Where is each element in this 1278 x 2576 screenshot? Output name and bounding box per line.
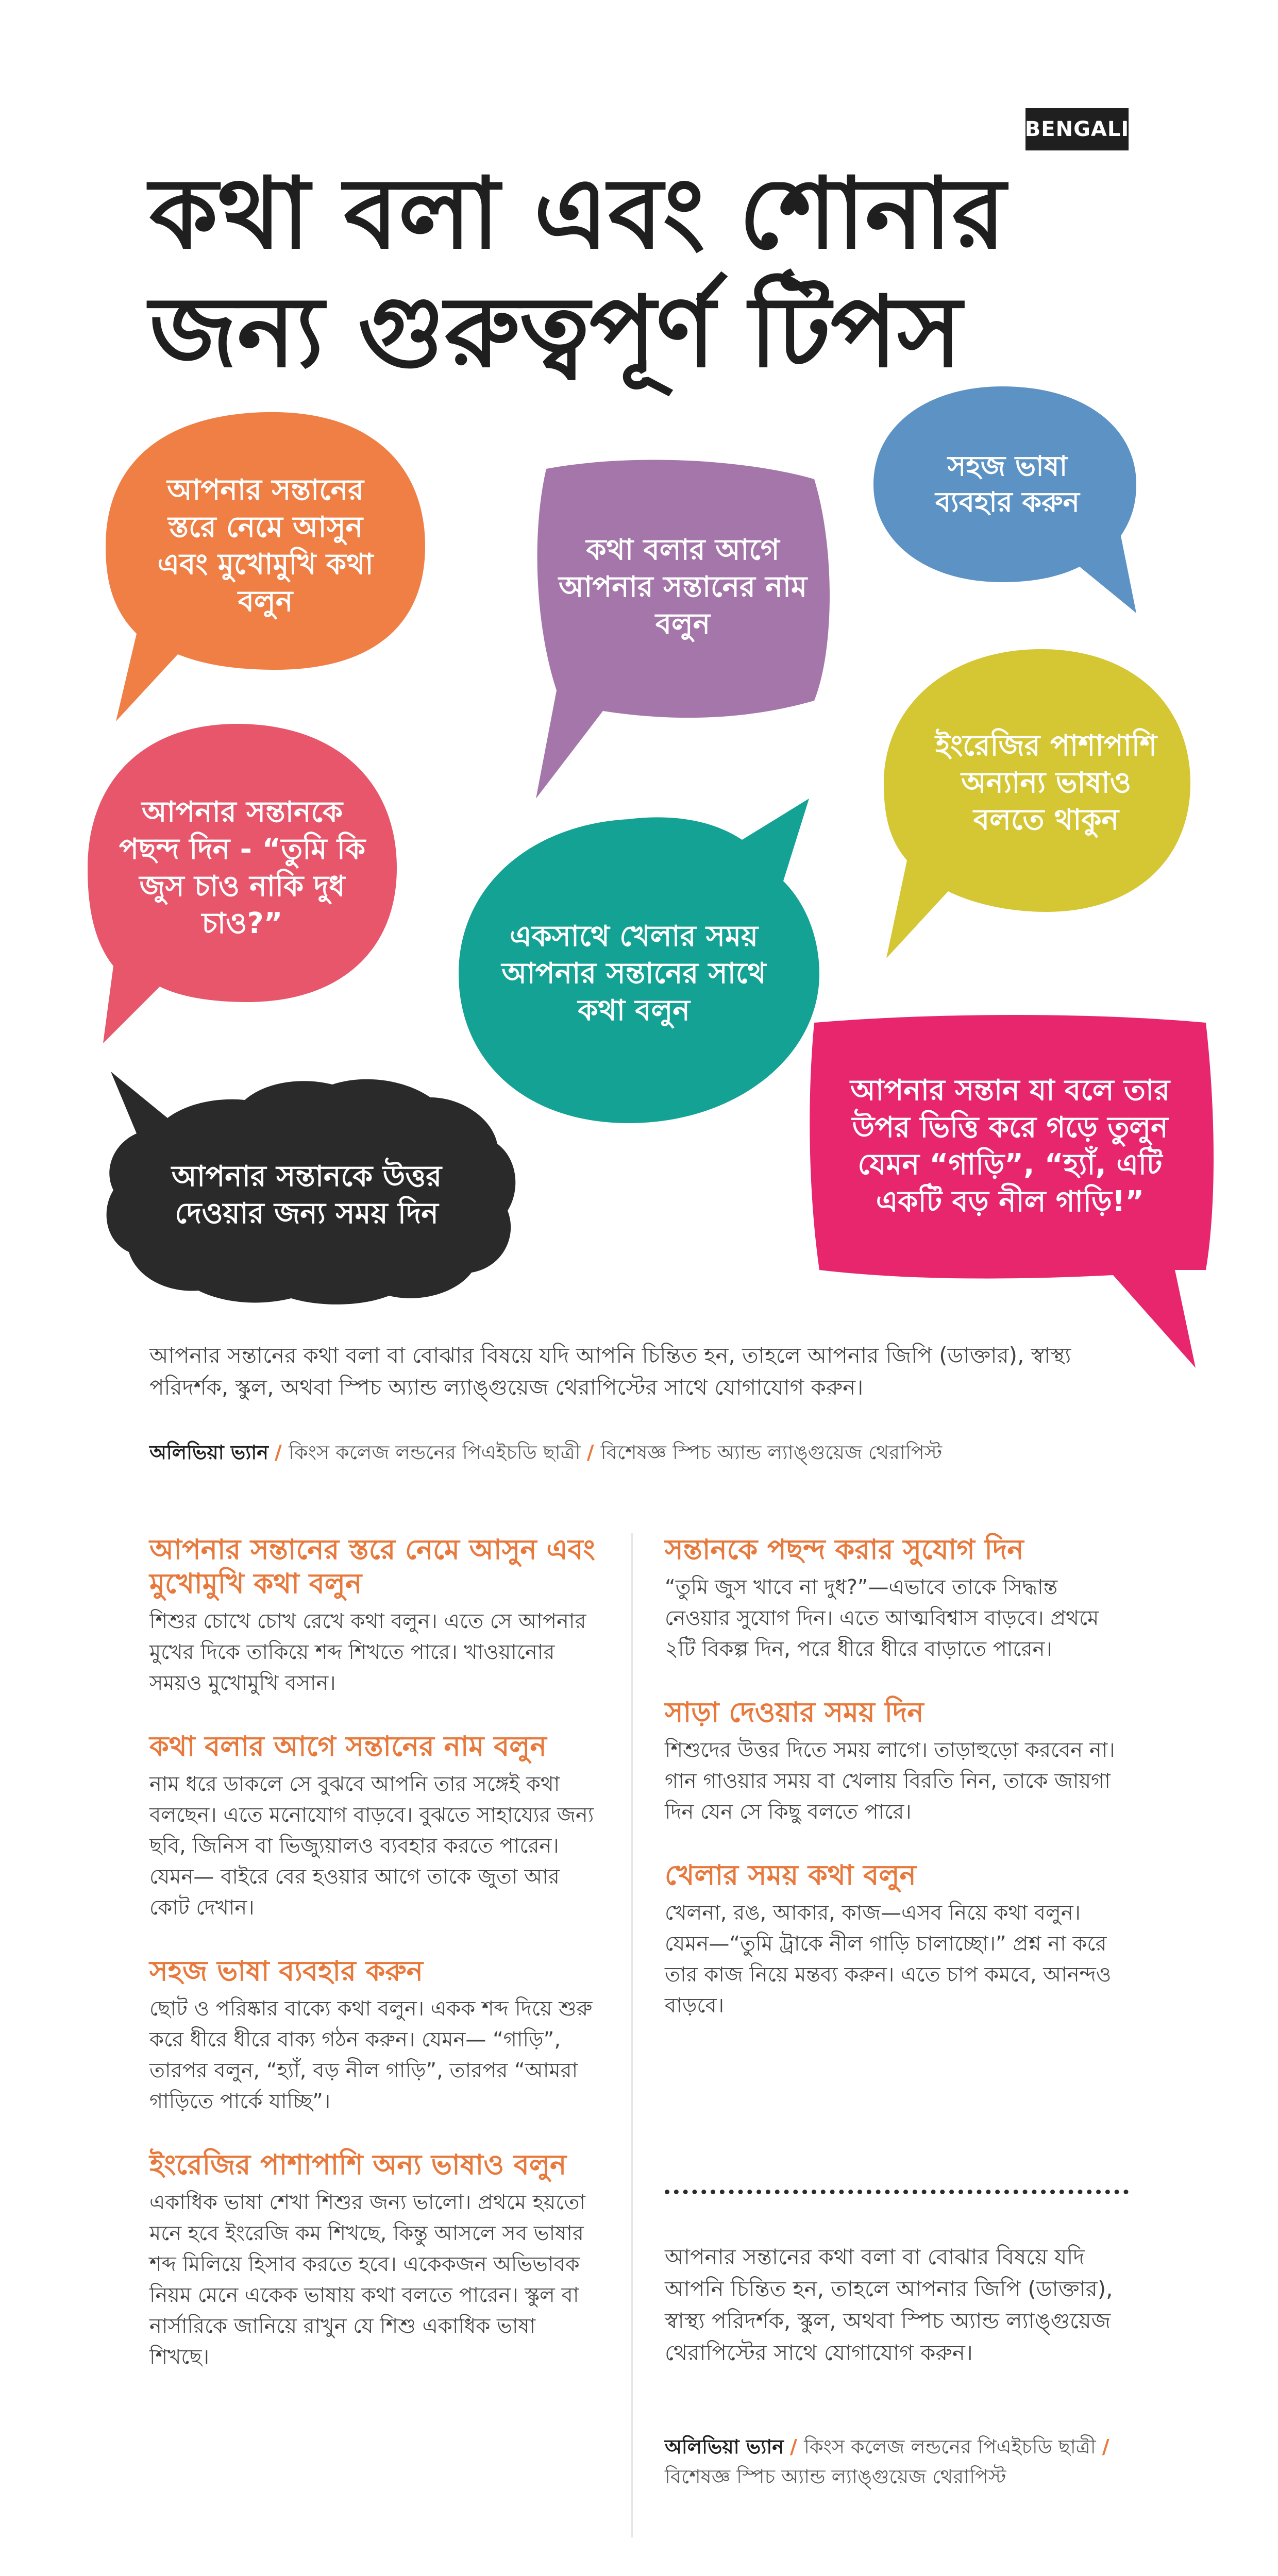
- bubble-text: কথা বলার আগে আপনার সন্তানের নাম বলুন: [558, 533, 808, 641]
- tip-bubble-give-time: [90, 1061, 523, 1309]
- tip-heading: সন্তানকে পছন্দ করার সুযোগ দিন: [665, 1533, 1024, 1566]
- tips-column-right: [665, 1533, 1129, 2052]
- tip-heading: ইংরেজির পাশাপাশি অন্য ভাষাও বলুন: [149, 2148, 567, 2181]
- author-name: অলিভিয়া ভ্যান: [149, 1441, 268, 1464]
- column-divider: [631, 1533, 633, 2537]
- tip-section: [149, 1730, 598, 1923]
- author-name: অলিভিয়া ভ্যান: [665, 2435, 784, 2458]
- tip-bubble-face-to-face: [100, 407, 430, 726]
- tip-bubble-give-choices: [82, 719, 402, 1048]
- page-title: কথা বলা এবং শোনার জন্য গুরুত্বপূর্ণ টিপস: [149, 157, 1006, 389]
- tip-body: শিশুর চোখে চোখ রেখে কথা বলুন। এতে সে আপনার মুখের দিকে তাকিয়ে শব্দ শিখতে পারে। খাওয়ানোর সময়ও মুখোমুখি বসান।: [149, 1609, 586, 1695]
- tip-body: ছোট ও পরিষ্কার বাক্যে কথা বলুন। একক শব্দ দিয়ে শুরু করে ধীরে ধীরে বাক্য গঠন করুন। যেমন— “গাড়ি”, তারপর বলুন, “হ্যাঁ, বড় নীল গাড়ি”, তারপর “আমরা গাড়িতে পার্কে যাচ্ছি”।: [149, 1997, 593, 2113]
- tip-section: [665, 1533, 1129, 1665]
- separator: /: [790, 2435, 804, 2458]
- separator: /: [586, 1441, 601, 1464]
- tip-body: “তুমি জুস খাবে না দুধ?”—এভাবে তাকে সিদ্ধান্ত নেওয়ার সুযোগ দিন। এতে আত্মবিশ্বাস বাড়বে। প্রথমে ২টি বিকল্প দিন, পরে ধীরে ধীরে বাড়াতে পারেন।: [665, 1575, 1099, 1661]
- author-role: কিংস কলেজ লন্ডনের পিএইচডি ছাত্রী: [289, 1441, 581, 1464]
- tips-column-left: [149, 1533, 598, 2403]
- separator: /: [275, 1441, 289, 1464]
- bubble-text: আপনার সন্তানকে উত্তর দেওয়ার জন্য সময় দিন: [171, 1160, 442, 1230]
- bubble-text: ইংরেজির পাশাপাশি অন্যান্য ভাষাও বলতে থাকুন: [935, 729, 1157, 837]
- tip-section: [149, 2148, 598, 2372]
- tip-bubble-other-languages: [876, 644, 1196, 963]
- tip-bubble-say-name: [526, 453, 835, 804]
- author-byline: [149, 1437, 1129, 1470]
- tip-body: নাম ধরে ডাকলে সে বুঝবে আপনি তার সঙ্গেই কথা বলছেন। এতে মনোযোগ বাড়বে। বুঝতে সাহায্যের জন্য ছবি, জিনিস বা ভিজ্যুয়ালও ব্যবহার করতে পারেন। যেমন— বাইরে বের হওয়ার আগে তাকে জুতা আর কোট দেখান।: [149, 1772, 594, 1920]
- tip-bubble-build-on-words: [804, 1012, 1216, 1373]
- bubble-text: আপনার সন্তানকে পছন্দ দিন - “তুমি কি জুস চাও নাকি দুধ চাও?”: [119, 795, 366, 940]
- bubble-text: সহজ ভাষা ব্যবহার করুন: [935, 450, 1080, 518]
- tip-heading: আপনার সন্তানের স্তরে নেমে আসুন এবং মুখোমুখি কথা বলুন: [149, 1533, 595, 1600]
- tip-body: শিশুদের উত্তর দিতে সময় লাগে। তাড়াহুড়ো করবেন না। গান গাওয়ার সময় বা খেলায় বিরতি নিন, তাকে জায়গা দিন যেন সে কিছু বলতে পারে।: [665, 1738, 1115, 1824]
- closing-note: আপনার সন্তানের কথা বলা বা বোঝার বিষয়ে যদি আপনি চিন্তিত হন, তাহলে আপনার জিপি (ডাক্তার), স্বাস্থ্য পরিদর্শক, স্কুল, অথবা স্পিচ অ্যান্ড ল্যাঙ্গুয়েজ থেরাপিস্টের সাথে যোগাযোগ করুন।: [665, 2244, 1113, 2365]
- tip-section: [665, 1696, 1129, 1827]
- language-badge: BENGALI: [1025, 108, 1129, 150]
- bubble-text: আপনার সন্তানের স্তরে নেমে আসুন এবং মুখোমুখি কথা বলুন: [157, 473, 374, 618]
- author-role: বিশেষজ্ঞ স্পিচ অ্যান্ড ল্যাঙ্গুয়েজ থেরাপিস্ট: [600, 1441, 943, 1464]
- tip-heading: খেলার সময় কথা বলুন: [665, 1859, 916, 1891]
- tip-heading: সহজ ভাষা ব্যবহার করুন: [149, 1955, 424, 1987]
- tip-body: খেলনা, রঙ, আকার, কাজ—এসব নিয়ে কথা বলুন। যেমন—“তুমি ট্রাকে নীল গাড়ি চালাচ্ছো।” প্রশ্ন না করে তার কাজ নিয়ে মন্তব্য করুন। এতে চাপ কমবে, আনন্দও বাড়বে।: [665, 1901, 1112, 2018]
- tip-section: [149, 1954, 598, 2117]
- tip-section: [665, 1858, 1129, 2021]
- dotted-divider: [665, 2190, 1129, 2194]
- tip-heading: সাড়া দেওয়ার সময় দিন: [665, 1696, 924, 1728]
- tip-heading: কথা বলার আগে সন্তানের নাম বলুন: [149, 1730, 547, 1762]
- tip-section: [149, 1533, 598, 1699]
- tip-bubble-simple-language: [868, 381, 1147, 618]
- bubble-text: আপনার সন্তান যা বলে তার উপর ভিত্তি করে গড়ে তুলুন যেমন “গাড়ি”, “হ্যাঁ, এটি একটি বড় নীল গাড়ি!”: [850, 1074, 1170, 1218]
- bubble-text: একসাথে খেলার সময় আপনার সন্তানের সাথে কথা বলুন: [501, 920, 766, 1027]
- intro-text: আপনার সন্তানের কথা বলা বা বোঝার বিষয়ে যদি আপনি চিন্তিত হন, তাহলে আপনার জিপি (ডাক্তার), স্বাস্থ্য পরিদর্শক, স্কুল, অথবা স্পিচ অ্যান্ড ল্যাঙ্গুয়েজ থেরাপিস্টের সাথে যোগাযোগ করুন।: [149, 1343, 1071, 1400]
- tip-body: একাধিক ভাষা শেখা শিশুর জন্য ভালো। প্রথমে হয়তো মনে হবে ইংরেজি কম শিখছে, কিন্তু আসলে সব ভাষার শব্দ মিলিয়ে হিসাব করতে হবে। একেকজন অভিভাবক নিয়ম মেনে একেক ভাষায় কথা বলতে পারেন। স্কুল বা নার্সারিকে জানিয়ে রাখুন যে শিশু একাধিক ভাষা শিখছে।: [149, 2191, 585, 2369]
- separator: /: [1102, 2435, 1109, 2458]
- author-role: বিশেষজ্ঞ স্পিচ অ্যান্ড ল্যাঙ্গুয়েজ থেরাপিস্ট: [665, 2465, 1006, 2488]
- author-role: কিংস কলেজ লন্ডনের পিএইচডি ছাত্রী: [804, 2435, 1096, 2458]
- author-byline: [665, 2432, 1129, 2492]
